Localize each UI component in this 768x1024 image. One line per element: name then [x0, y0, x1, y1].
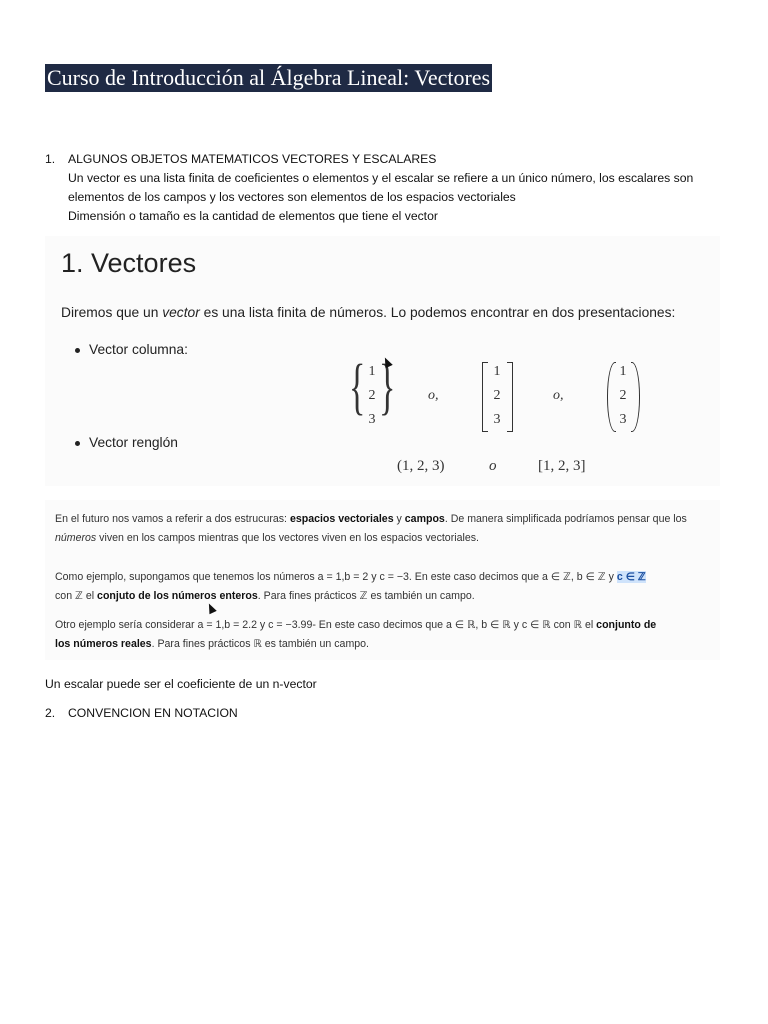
bullet-icon: [75, 348, 80, 353]
section-1-heading: ALGUNOS OBJETOS MATEMATICOS VECTORES Y ESCALARES: [68, 152, 437, 166]
slide-heading: 1. Vectores: [61, 248, 197, 278]
campos-slide-image: [45, 500, 720, 660]
section-2-heading: CONVENCION EN NOTACION: [68, 706, 238, 720]
paragraph-escalar: Un escalar puede ser el coeficiente de un n-vector: [45, 677, 317, 691]
section-1-line-3: Dimensión o tamaño es la cantidad de elementos que tiene el vector: [68, 209, 438, 223]
paragraph-reales: Otro ejemplo sería considerar a = 1,b = 2.2 y c = −3.99- En este caso decimos que a ∈ ℝ, b ∈ ℝ y c ∈ ℝ con ℝ el conjunto de los números reales. Para fines prácticos ℝ es también un campo.: [55, 619, 657, 650]
vectores-slide-image: 1. Vectores Diremos que un vector es una lista finita de números. Lo podemos encontrar en dos presentaciones: Vector columna: { 1 2 3 } o, 1 2 3 o, 1 2 3 Vector renglón (1, 2, 3) o [1, 2, 3]: [45, 236, 720, 486]
separator-o-2: o,: [553, 388, 564, 403]
section-1-line-2: elementos de los campos y los vectores son elementos de los espacios vectoriales: [68, 190, 516, 204]
separator-o-3: o: [489, 458, 497, 474]
slide-intro: Diremos que un vector es una lista finita de números. Lo podemos encontrar en dos presentaciones:: [61, 305, 676, 320]
paragraph-estructuras: En el futuro nos vamos a referir a dos estrucuras: espacios vectoriales y campos. De manera simplificada podríamos pensar que los números viven en los campos mientras que los vectores viven en los espacios vectoriales.: [55, 513, 687, 544]
section-2: [45, 704, 725, 723]
document-title: Curso de Introducción al Álgebra Lineal: Vectores: [47, 65, 491, 90]
section-1: [45, 150, 725, 226]
separator-o-1: o,: [428, 388, 439, 403]
bullet-vector-columna: Vector columna:: [75, 342, 188, 357]
section-1-line-1: Un vector es una lista finita de coeficientes o elementos y el escalar se refiere a un único número, los escalares son: [68, 171, 694, 185]
section-2-number: 2.: [45, 706, 56, 720]
left-brace-icon: {: [349, 353, 366, 421]
row-vector-brackets: [1, 2, 3]: [538, 458, 586, 474]
highlighted-text: c ∈ ℤ: [616, 571, 646, 583]
right-brace-icon: }: [379, 353, 396, 421]
right-bracket-icon: [507, 362, 513, 432]
row-vector-parens: (1, 2, 3): [397, 458, 445, 474]
bullet-icon: [75, 441, 80, 446]
section-1-number: 1.: [45, 152, 56, 166]
paragraph-enteros: Como ejemplo, supongamos que tenemos los números a = 1,b = 2 y c = −3. En este caso decimos que a ∈ ℤ, b ∈ ℤ y c ∈ ℤ con ℤ el conjuto de los números enteros. Para fines prácticos ℤ es también un campo.: [55, 571, 646, 602]
bullet-vector-renglon: Vector renglón: [75, 435, 178, 450]
right-paren-icon: [631, 362, 640, 432]
